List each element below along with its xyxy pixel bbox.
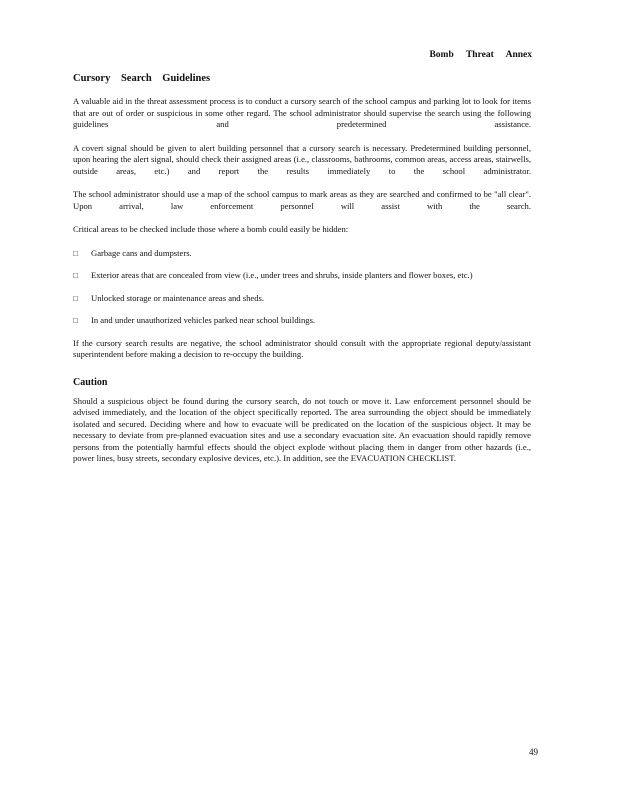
list-item [73,270,531,282]
list-item [73,315,531,327]
paragraph-map-search: The school administrator should use a map of the school campus to mark areas as they are searched and confirmed to be "all clear". Upon arrival, law enforcement personnel will assist with the search. [73,189,531,211]
paragraph-threat-assessment: A valuable aid in the threat assessment process is to conduct a cursory search of the school campus and parking lot to look for items that are out of order or suspicious in some other regard. The school administrator should supervise the search using the following guidelines and predetermined assistance. [73,96,531,129]
paragraph-critical-areas: Critical areas to be checked include those where a bomb could easily be hidden: [73,224,349,234]
caution-paragraph: Should a suspicious object be found during the cursory search, do not touch or move it. Law enforcement personnel should be advised immediately, and the location of the object specifically reported. The area surrounding the object should be immediately isolated and secured. Deciding where and how to evacuate will be predicated on the location of the suspicious object. It may be necessary to deviate from pre-planned evacuation sites and use a secondary evacuation site. An evacuation should rapidly remove persons from the potentially harmful effects should the object explode without placing them in danger from other hazards (i.e., power lines, busy streets, secondary explosive devices, etc.). In addition, see the EVACUATION CHECKLIST. [73,395,531,463]
checkbox-bullet-icon: □ [73,316,78,325]
list-item [73,248,531,260]
paragraph-negative-results: If the cursory search results are negative, the school administrator should consult with the appropriate regional deputy/assistant superintendent before making a decision to re-occupy the building. [73,337,531,359]
list-item-text: In and under unauthorized vehicles parked near school buildings. [91,315,316,325]
list-item-text: Exterior areas that are concealed from view (i.e., under trees and shrubs, inside planters and flower boxes, etc.) [91,270,473,280]
list-item [73,293,531,305]
checkbox-bullet-icon: □ [73,293,78,303]
annex-header: Bomb Threat Annex [429,50,532,60]
paragraph-covert-signal: A covert signal should be given to alert building personnel that a cursory search is necessary. Predetermined building personnel, upon hearing the alert signal, should check their assigned areas (i.e., classrooms, bathrooms, common areas, access areas, stairwells, outside areas, etc.) and report the results immediately to the school administrator. [73,142,531,176]
page-content [73,73,531,477]
list-item-text: Unlocked storage or maintenance areas and sheds. [91,292,264,303]
critical-areas-list [73,248,531,327]
page-number: 49 [529,747,538,757]
list-item-text: Garbage cans and dumpsters. [91,247,192,258]
checkbox-bullet-icon: □ [73,248,78,258]
caution-title: Caution [73,376,108,388]
checkbox-bullet-icon: □ [73,271,78,280]
section-title: Cursory Search Guidelines [73,73,211,84]
